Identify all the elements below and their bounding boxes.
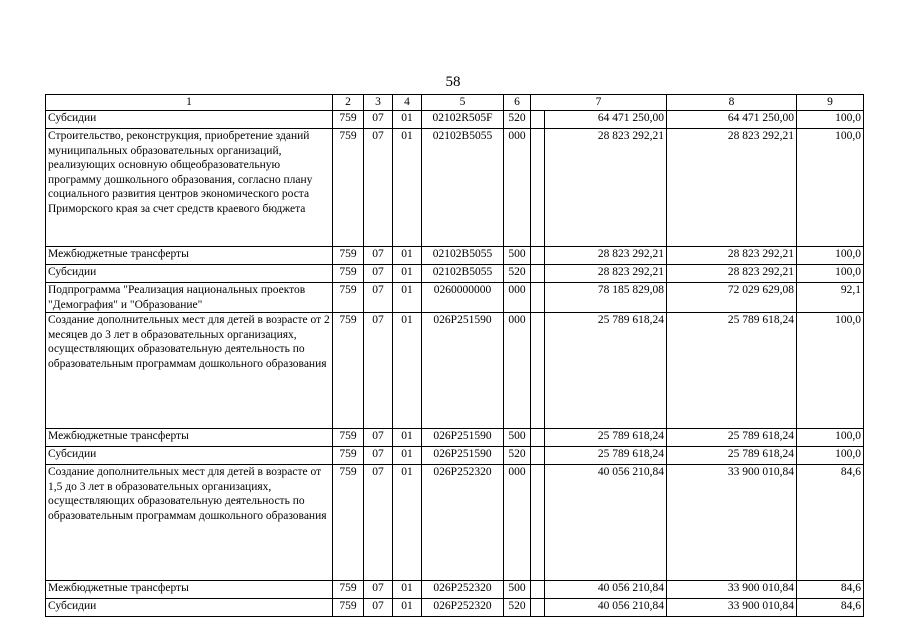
cell-col-5: 02102B5055 xyxy=(422,129,504,247)
header-col-9: 9 xyxy=(797,95,864,111)
cell-col-2: 759 xyxy=(333,265,364,283)
cell-col-5: 026P251590 xyxy=(422,313,504,429)
cell-col-6: 520 xyxy=(504,265,531,283)
header-row xyxy=(46,95,864,111)
cell-col-5: 026P251590 xyxy=(422,429,504,447)
cell-name: Межбюджетные трансферты xyxy=(46,581,333,599)
cell-col-6: 500 xyxy=(504,247,531,265)
cell-col-8: 33 900 010,84 xyxy=(667,465,797,581)
table-body xyxy=(46,111,864,617)
cell-col-6: 000 xyxy=(504,313,531,429)
table-row xyxy=(46,599,864,617)
cell-col-9: 100,0 xyxy=(797,247,864,265)
cell-col-6: 000 xyxy=(504,129,531,247)
cell-col-3: 07 xyxy=(364,265,393,283)
cell-col-8: 28 823 292,21 xyxy=(667,247,797,265)
cell-col-4: 01 xyxy=(393,581,422,599)
table-row xyxy=(46,129,864,247)
cell-col-4: 01 xyxy=(393,465,422,581)
cell-col-7: 25 789 618,24 xyxy=(545,429,667,447)
cell-col-7: 78 185 829,08 xyxy=(545,283,667,313)
cell-col-6: 520 xyxy=(504,111,531,129)
cell-name: Субсидии xyxy=(46,447,333,465)
cell-col-3: 07 xyxy=(364,313,393,429)
budget-table xyxy=(45,94,864,617)
header-col-5: 5 xyxy=(422,95,504,111)
cell-col-5: 02102R505F xyxy=(422,111,504,129)
cell-spacer xyxy=(531,265,545,283)
cell-col-6: 000 xyxy=(504,465,531,581)
cell-col-4: 01 xyxy=(393,283,422,313)
cell-col-8: 25 789 618,24 xyxy=(667,429,797,447)
table-row xyxy=(46,283,864,313)
cell-col-5: 026P252320 xyxy=(422,599,504,617)
cell-col-9: 84,6 xyxy=(797,581,864,599)
cell-spacer xyxy=(531,129,545,247)
cell-col-7: 25 789 618,24 xyxy=(545,447,667,465)
cell-col-8: 25 789 618,24 xyxy=(667,313,797,429)
cell-col-3: 07 xyxy=(364,429,393,447)
cell-name: Субсидии xyxy=(46,599,333,617)
cell-col-3: 07 xyxy=(364,447,393,465)
table-row xyxy=(46,429,864,447)
cell-col-8: 33 900 010,84 xyxy=(667,599,797,617)
cell-col-9: 100,0 xyxy=(797,265,864,283)
cell-col-3: 07 xyxy=(364,129,393,247)
cell-col-5: 02102B5055 xyxy=(422,265,504,283)
cell-col-3: 07 xyxy=(364,581,393,599)
cell-col-2: 759 xyxy=(333,599,364,617)
cell-name: Межбюджетные трансферты xyxy=(46,429,333,447)
table-row xyxy=(46,447,864,465)
cell-col-3: 07 xyxy=(364,247,393,265)
cell-col-2: 759 xyxy=(333,429,364,447)
cell-spacer xyxy=(531,283,545,313)
table-row xyxy=(46,247,864,265)
cell-col-2: 759 xyxy=(333,129,364,247)
cell-col-5: 026P252320 xyxy=(422,465,504,581)
cell-col-6: 000 xyxy=(504,283,531,313)
cell-col-3: 07 xyxy=(364,111,393,129)
cell-name: Субсидии xyxy=(46,265,333,283)
cell-col-4: 01 xyxy=(393,313,422,429)
cell-col-4: 01 xyxy=(393,429,422,447)
cell-col-9: 84,6 xyxy=(797,599,864,617)
cell-name: Межбюджетные трансферты xyxy=(46,247,333,265)
cell-spacer xyxy=(531,429,545,447)
cell-col-7: 25 789 618,24 xyxy=(545,313,667,429)
cell-col-6: 500 xyxy=(504,581,531,599)
cell-col-4: 01 xyxy=(393,265,422,283)
table-header xyxy=(46,95,864,111)
header-col-3: 3 xyxy=(364,95,393,111)
cell-col-7: 40 056 210,84 xyxy=(545,581,667,599)
cell-col-8: 33 900 010,84 xyxy=(667,581,797,599)
cell-col-7: 28 823 292,21 xyxy=(545,129,667,247)
table-row xyxy=(46,465,864,581)
cell-spacer xyxy=(531,111,545,129)
cell-col-6: 500 xyxy=(504,429,531,447)
cell-col-7: 64 471 250,00 xyxy=(545,111,667,129)
cell-col-9: 100,0 xyxy=(797,447,864,465)
header-col-1: 1 xyxy=(46,95,333,111)
cell-col-3: 07 xyxy=(364,283,393,313)
cell-col-7: 40 056 210,84 xyxy=(545,465,667,581)
header-col-7: 7 xyxy=(531,95,667,111)
cell-name: Создание дополнительных мест для детей в возрасте от 1,5 до 3 лет в образовательных организациях, осуществляющих образовательную деятельность по образовательным программам дошкольного образования xyxy=(46,465,333,581)
cell-col-2: 759 xyxy=(333,313,364,429)
cell-col-4: 01 xyxy=(393,599,422,617)
cell-col-4: 01 xyxy=(393,129,422,247)
cell-name: Создание дополнительных мест для детей в возрасте от 2 месяцев до 3 лет в образовательных организациях, осуществляющих образовательную деятельность по образовательным программам дошкольного образования xyxy=(46,313,333,429)
cell-col-5: 02102B5055 xyxy=(422,247,504,265)
cell-col-9: 100,0 xyxy=(797,313,864,429)
table-row xyxy=(46,265,864,283)
page-number: 58 xyxy=(445,74,461,90)
cell-col-8: 25 789 618,24 xyxy=(667,447,797,465)
cell-col-9: 100,0 xyxy=(797,111,864,129)
cell-col-2: 759 xyxy=(333,283,364,313)
cell-col-3: 07 xyxy=(364,465,393,581)
table-row xyxy=(46,581,864,599)
cell-col-2: 759 xyxy=(333,247,364,265)
cell-col-7: 40 056 210,84 xyxy=(545,599,667,617)
cell-col-7: 28 823 292,21 xyxy=(545,247,667,265)
cell-spacer xyxy=(531,247,545,265)
cell-spacer xyxy=(531,313,545,429)
cell-name: Подпрограмма "Реализация национальных проектов "Демография" и "Образование" xyxy=(46,283,333,313)
cell-col-7: 28 823 292,21 xyxy=(545,265,667,283)
cell-col-9: 100,0 xyxy=(797,429,864,447)
header-col-6: 6 xyxy=(504,95,531,111)
cell-spacer xyxy=(531,599,545,617)
cell-col-4: 01 xyxy=(393,447,422,465)
table-row xyxy=(46,313,864,429)
cell-col-2: 759 xyxy=(333,465,364,581)
cell-col-5: 026P252320 xyxy=(422,581,504,599)
cell-col-8: 28 823 292,21 xyxy=(667,129,797,247)
cell-name: Строительство, реконструкция, приобретение зданий муниципальных образовательных организаций, реализующих основную общеобразовательную программу дошкольного образования, согласно плану социального развития центров экономического роста Приморского края за счет средств краевого бюджета xyxy=(46,129,333,247)
cell-col-8: 64 471 250,00 xyxy=(667,111,797,129)
header-col-8: 8 xyxy=(667,95,797,111)
cell-col-6: 520 xyxy=(504,599,531,617)
cell-col-5: 026P251590 xyxy=(422,447,504,465)
cell-col-9: 100,0 xyxy=(797,129,864,247)
cell-spacer xyxy=(531,581,545,599)
header-col-2: 2 xyxy=(333,95,364,111)
header-col-4: 4 xyxy=(393,95,422,111)
cell-col-2: 759 xyxy=(333,447,364,465)
table-row xyxy=(46,111,864,129)
cell-col-4: 01 xyxy=(393,111,422,129)
cell-col-2: 759 xyxy=(333,111,364,129)
cell-col-8: 72 029 629,08 xyxy=(667,283,797,313)
cell-spacer xyxy=(531,447,545,465)
cell-col-5: 0260000000 xyxy=(422,283,504,313)
cell-col-6: 520 xyxy=(504,447,531,465)
cell-col-3: 07 xyxy=(364,599,393,617)
cell-name: Субсидии xyxy=(46,111,333,129)
cell-col-2: 759 xyxy=(333,581,364,599)
cell-col-4: 01 xyxy=(393,247,422,265)
cell-col-8: 28 823 292,21 xyxy=(667,265,797,283)
cell-col-9: 92,1 xyxy=(797,283,864,313)
cell-spacer xyxy=(531,465,545,581)
cell-col-9: 84,6 xyxy=(797,465,864,581)
